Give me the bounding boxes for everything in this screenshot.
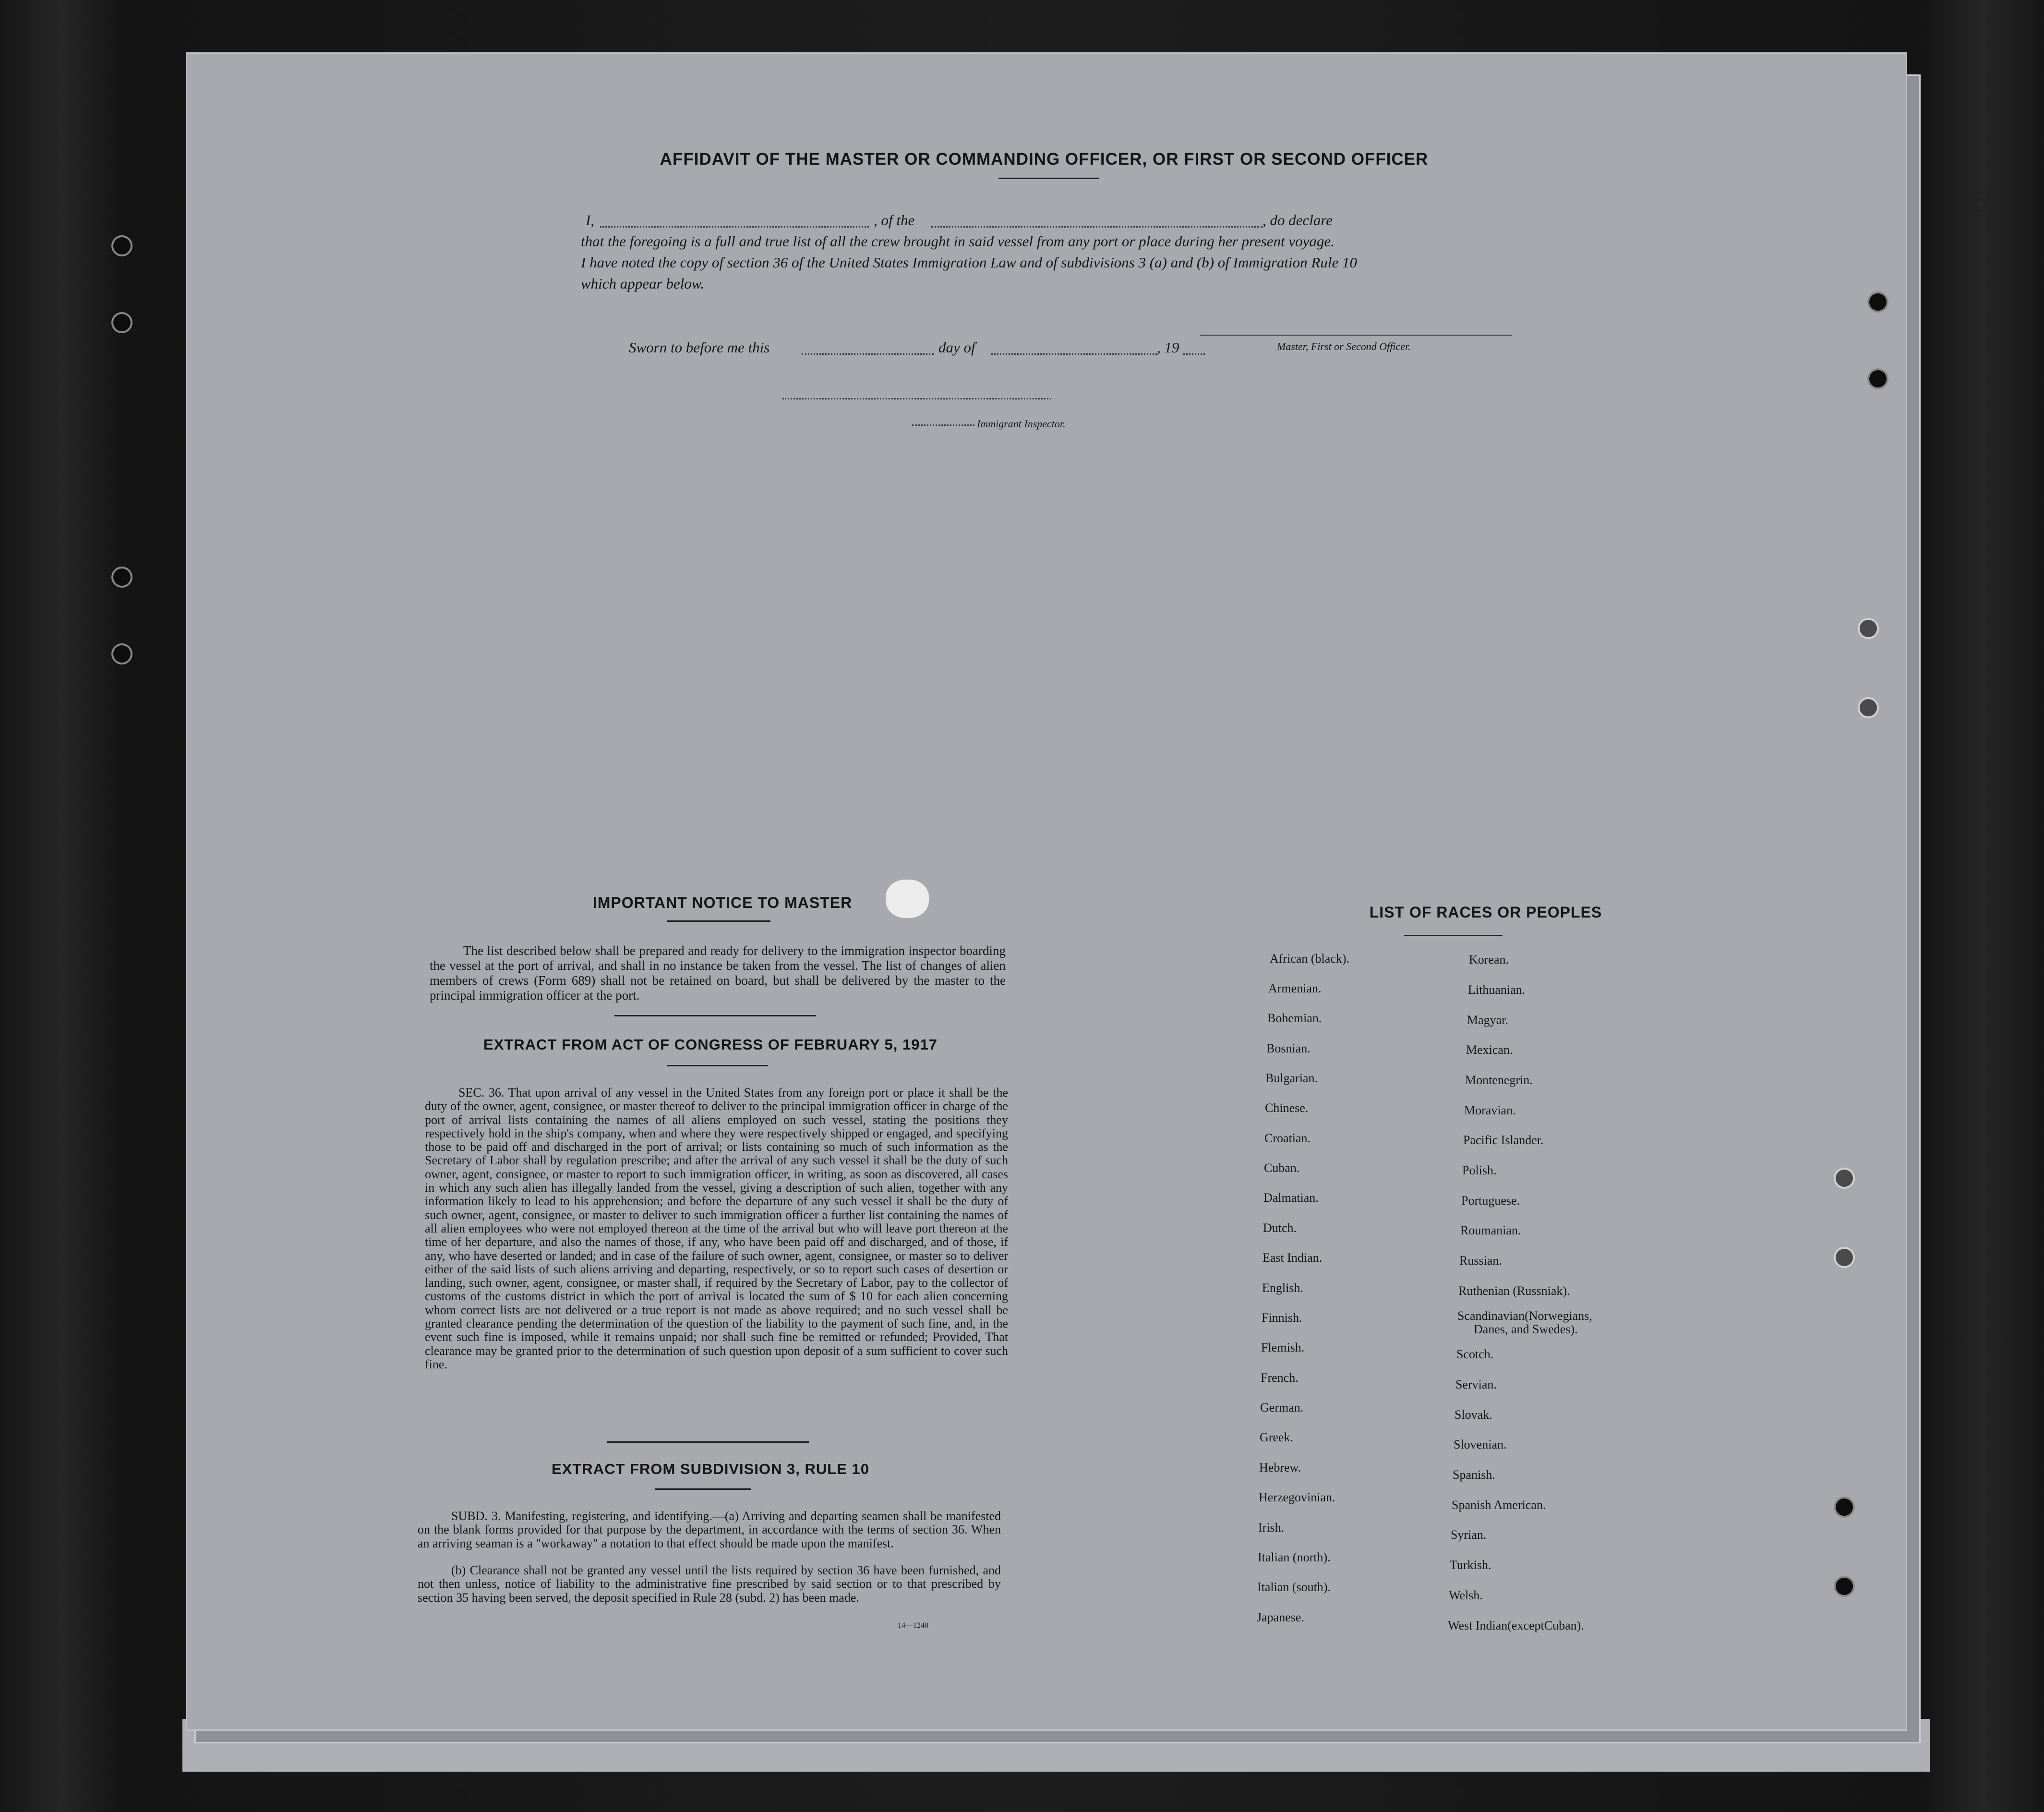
race-item: Bulgarian.: [1265, 1071, 1318, 1085]
race-item: Dalmatian.: [1263, 1191, 1319, 1205]
notice-underline: [667, 920, 770, 922]
race-item: German.: [1260, 1401, 1304, 1414]
race-item: Flemish.: [1261, 1341, 1305, 1354]
binder-hole: [1858, 618, 1879, 639]
page-mark: 53: [1970, 181, 2005, 218]
race-item: Spanish American.: [1452, 1498, 1546, 1512]
sworn-month-blank: [991, 353, 1157, 355]
separator: [614, 1015, 816, 1016]
race-item: French.: [1261, 1371, 1299, 1385]
binder-hole: [1858, 697, 1879, 718]
race-item: Roumanian.: [1460, 1223, 1521, 1237]
inspector-label: Immigrant Inspector.: [977, 418, 1066, 430]
sworn-text: Sworn to before me this: [629, 339, 770, 356]
binder-hole: [111, 567, 132, 588]
race-item: Portuguese.: [1461, 1194, 1520, 1208]
race-item: East Indian.: [1262, 1251, 1323, 1265]
year-blank: [1183, 353, 1205, 355]
vessel-blank: [931, 226, 1262, 228]
affidavit-line-4: which appear below.: [581, 275, 704, 292]
race-item: Servian.: [1455, 1377, 1497, 1391]
race-item: Syrian.: [1451, 1528, 1487, 1542]
race-item: Dutch.: [1263, 1221, 1297, 1235]
race-item: Montenegrin.: [1465, 1073, 1533, 1087]
binder-hole: [111, 235, 132, 256]
notice-text: The list described below shall be prepared and ready for delivery to the immigration inspector boarding the vessel at the port of arrival, and shall in no instance be taken from the vessel. The list of changes of alien members of crews (Form 689) shall not be retained on board, but shall be delivered by the master to the principal immigration officer at the port.: [430, 943, 1006, 1003]
affidavit-declare: , do declare: [1262, 212, 1333, 229]
race-item: Welsh.: [1449, 1588, 1483, 1602]
race-item: Pacific Islander.: [1463, 1133, 1544, 1147]
race-item: Mexican.: [1466, 1043, 1513, 1057]
signature-line: [1200, 335, 1512, 336]
title-underline: [998, 178, 1099, 179]
race-item: Scandinavian(Norwegians,: [1457, 1309, 1592, 1323]
race-item: Croatian.: [1264, 1131, 1311, 1145]
race-item: Cuban.: [1264, 1161, 1300, 1175]
binder-hole: [1834, 1247, 1855, 1268]
race-item: Magyar.: [1467, 1013, 1508, 1027]
binder-hole: [111, 643, 132, 664]
extract-act-underline: [667, 1065, 768, 1066]
extract-act-title: EXTRACT FROM ACT OF CONGRESS OF FEBRUARY 5, 1917: [483, 1036, 938, 1053]
inspector-signature-line: [782, 398, 1051, 399]
race-item: Ruthenian (Russniak).: [1458, 1284, 1570, 1298]
race-item: Chinese.: [1265, 1101, 1309, 1115]
form-number: 14—1240: [898, 1621, 928, 1630]
race-item: Turkish.: [1450, 1558, 1491, 1572]
inspector-lead: [912, 424, 974, 426]
binder-hole: [1834, 1168, 1855, 1189]
extract-rule-title: EXTRACT FROM SUBDIVISION 3, RULE 10: [552, 1461, 869, 1477]
affidavit-of-the: , of the: [874, 212, 915, 229]
race-item: Hebrew.: [1259, 1461, 1301, 1474]
race-item: Armenian.: [1268, 981, 1322, 995]
affidavit-line-3: I have noted the copy of section 36 of the United States Immigration Law and of subdivisions 3 (a) and (b) of Immigration Rule 10: [581, 254, 1357, 271]
race-item: Italian (south).: [1257, 1580, 1331, 1594]
race-item: Finnish.: [1262, 1311, 1302, 1325]
race-item: Japanese.: [1257, 1610, 1304, 1624]
race-item: Bohemian.: [1267, 1011, 1322, 1025]
notice-title: IMPORTANT NOTICE TO MASTER: [592, 894, 853, 911]
binder-hole: [1867, 291, 1888, 313]
signature-label: Master, First or Second Officer.: [1277, 340, 1411, 352]
race-item: Irish.: [1258, 1521, 1285, 1534]
race-item: African (black).: [1270, 952, 1350, 966]
race-item: Spanish.: [1453, 1468, 1495, 1482]
race-item: Danes, and Swedes).: [1474, 1322, 1578, 1336]
race-item: Korean.: [1469, 953, 1509, 966]
race-item: Moravian.: [1464, 1103, 1516, 1117]
races-underline: [1404, 935, 1503, 936]
binder-hole: [1834, 1497, 1855, 1518]
affidavit-title: AFFIDAVIT OF THE MASTER OR COMMANDING OFFICER, OR FIRST OR SECOND OFFICER: [660, 150, 1429, 169]
affidavit-line-2: that the foregoing is a full and true list of all the crew brought in said vessel from any port or place during her present voyage.: [581, 233, 1335, 250]
binder-hole: [1867, 368, 1888, 389]
races-title: LIST OF RACES OR PEOPLES: [1369, 904, 1602, 921]
race-item: West Indian(exceptCuban).: [1448, 1619, 1584, 1632]
day-of-text: day of: [938, 339, 975, 356]
binder-hole: [1834, 1576, 1855, 1597]
year-text: , 19: [1157, 339, 1179, 356]
sworn-day-blank: [802, 353, 934, 355]
subdivision-b-text: (b) Clearance shall not be granted any vessel until the lists required by section 36 have been furnished, and not then unless, notice of liability to the administrative fine prescribed by said section or to that prescribed by section 35 having been served, the deposit specified in Rule 28 (subd. 2) has been made.: [418, 1563, 1001, 1605]
race-item: Herzegovinian.: [1259, 1490, 1335, 1504]
race-item: Scotch.: [1456, 1347, 1494, 1361]
race-item: Bosnian.: [1266, 1041, 1311, 1055]
race-item: Greek.: [1260, 1430, 1294, 1444]
section-36-text: SEC. 36. That upon arrival of any vessel in the United States from any foreign port or place it shall be the duty of the owner, agent, consignee, or master thereof to deliver to the principal immigration officer in charge of the port of arrival lists containing the names of all aliens employed on such vessel, stating the positions they respectively hold in the ship's company, when and where they were respectively shipped or engaged, and specifying those to be paid off and discharged in the port of arrival; or lists containing so much of such information as the Secretary of Labor shall by regulation prescribe; and after the arrival of any such vessel it shall be the duty of such owner, agent, consignee, or master to report to such immigration officer, in writing, as soon as discovered, all cases in which any such alien has illegally landed from the vessel, giving a description of such alien, together with any information likely to lead to his apprehension; and before the departure of any such vessel it shall be the duty of such owner, agent, consignee, or master to deliver to such immigration officer a further list containing the names of all alien employees who were not employed thereon at the time of the arrival but who will leave port thereon at the time of her departure, and also the names of those, if any, who have been paid off and discharged, and of those, if any, who have deserted or landed; and in case of the failure of such owner, agent, consignee, or master so to deliver either of the said lists of such aliens arriving and departing, respectively, or so to report such cases of desertion or landing, such owner, agent, consignee, or master shall, if required by the Secretary of Labor, pay to the collector of customs of the customs district in which the port of arrival is located the sum of $ 10 for each alien concerning whom correct lists are not delivered or a true report is not made as above required; and no such vessel shall be granted clearance pending the determination of the question of the liability to the payment of such fine, and, in the event such fine is imposed, while it remains unpaid; nor shall such fine be remitted or refunded; Provided, That clearance may be granted prior to the determination of such question upon deposit of a sum sufficient to cover such fine.: [425, 1086, 1008, 1371]
extract-rule-underline: [655, 1488, 751, 1490]
race-item: Russian.: [1459, 1254, 1502, 1268]
race-item: Slovenian.: [1454, 1438, 1507, 1451]
race-item: English.: [1262, 1281, 1303, 1295]
race-item: Slovak.: [1455, 1408, 1492, 1422]
race-item: Polish.: [1462, 1163, 1497, 1177]
affidavit-i: I,: [586, 212, 595, 229]
race-item: Italian (north).: [1258, 1550, 1331, 1564]
race-item: Lithuanian.: [1468, 983, 1526, 997]
binder-hole: [111, 312, 132, 333]
subdivision-a-text: SUBD. 3. Manifesting, registering, and identifying.—(a) Arriving and departing seamen shall be manifested on the blank forms provided for that purpose by the department, in accordance with the terms of section 36. When an arriving seaman is a "workaway" a notation to that effect should be made upon the manifest.: [418, 1509, 1001, 1550]
document-page: [187, 54, 2005, 1729]
separator: [607, 1441, 809, 1443]
name-blank: [600, 226, 869, 228]
